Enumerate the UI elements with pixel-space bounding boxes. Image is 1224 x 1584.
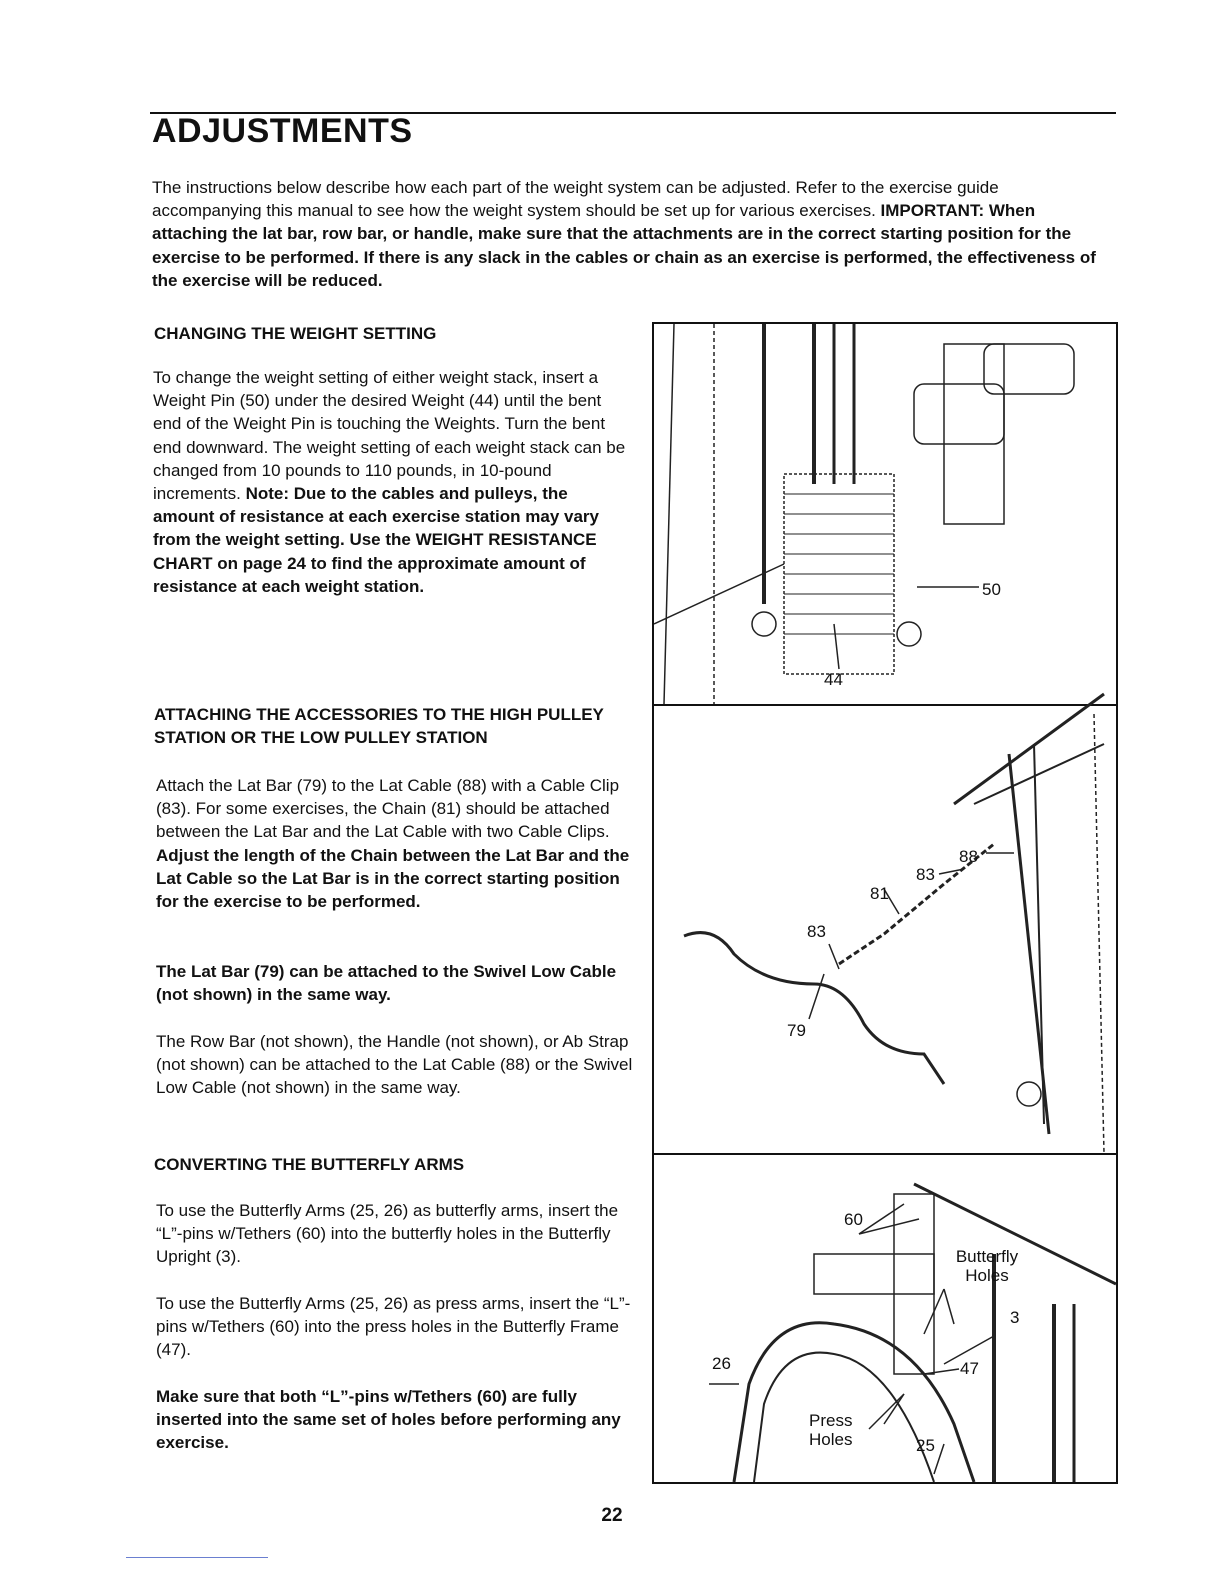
section-heading-accessories: ATTACHING THE ACCESSORIES TO THE HIGH PULLEY STATION OR THE LOW PULLEY STATION <box>154 705 604 747</box>
callout-3: 3 <box>1010 1308 1020 1327</box>
callout-81: 81 <box>870 884 889 903</box>
accessories-note: Adjust the length of the Chain between the Lat Bar and the Lat Cable so the Lat Bar is in the correct starting position for the exercise to be performed. <box>156 845 630 912</box>
callout-83-upper: 83 <box>916 865 935 884</box>
page-title: ADJUSTMENTS <box>152 112 413 150</box>
footer-line <box>126 1557 268 1558</box>
callout-50: 50 <box>982 580 1001 599</box>
illustration-frame <box>652 322 1118 1484</box>
callout-79: 79 <box>787 1021 806 1040</box>
callout-press-holes: Press Holes <box>809 1411 853 1449</box>
lat-bar-note: The Lat Bar (79) can be attached to the Swivel Low Cable (not shown) in the same way. <box>156 962 617 1005</box>
weight-text: To change the weight setting of either weight stack, insert a Weight Pin (50) under the desired Weight (44) until the bent end of the Weight Pin is touching the Weights. Turn the bent end downward. The weight setting of each weight stack can be changed from 10 pounds to 110 pounds, in 10-pound increments. <box>153 368 626 504</box>
section-heading-weight: CHANGING THE WEIGHT SETTING <box>154 324 437 343</box>
callout-25: 25 <box>916 1436 935 1455</box>
callout-butterfly-holes: Butterfly Holes <box>955 1247 1019 1285</box>
page-number: 22 <box>601 1505 623 1526</box>
pins-note: Make sure that both “L”-pins w/Tethers (60) are fully inserted into the same set of holes before performing any exercise. <box>156 1387 621 1453</box>
callout-60: 60 <box>844 1210 863 1229</box>
callout-44: 44 <box>824 670 843 689</box>
intro-paragraph <box>152 176 1097 292</box>
callout-26: 26 <box>712 1354 731 1373</box>
callout-88: 88 <box>959 847 978 866</box>
weight-note: Note: Due to the cables and pulleys, the amount of resistance at each exercise station may vary from the weight setting. Use the WEIGHT RESISTANCE CHART on page 24 to find the approximate amount of resistance at each weight station. <box>153 484 599 596</box>
press-paragraph: To use the Butterfly Arms (25, 26) as press arms, insert the “L”-pins w/Tethers (60) into the press holes in the Butterfly Frame (47). <box>156 1294 631 1360</box>
accessories-text: Attach the Lat Bar (79) to the Lat Cable (88) with a Cable Clip (83). For some exercises, the Chain (81) should be attached between the Lat Bar and the Lat Cable with two Cable Clips. <box>156 776 620 842</box>
callout-83-lower: 83 <box>807 922 826 941</box>
callout-47: 47 <box>960 1359 979 1378</box>
intro-important: IMPORTANT: When attaching the lat bar, row bar, or handle, make sure that the attachments are in the correct starting position for the exercise to be performed. If there is any slack in the cables or chain as an exercise is performed, the effectiveness of the exercise will be reduced. <box>152 201 1096 290</box>
accessories-paragraph <box>156 774 634 913</box>
intro-text: The instructions below describe how each part of the weight system can be adjusted. Refer to the exercise guide accompanying this manual to see how the weight system should be set up for various exercises. <box>152 178 999 221</box>
machine-illustration <box>654 324 1116 1482</box>
weight-paragraph <box>153 366 631 598</box>
row-bar-paragraph: The Row Bar (not shown), the Handle (not shown), or Ab Strap (not shown) can be attached to the Lat Cable (88) or the Swivel Low Cable (not shown) in the same way. <box>156 1032 633 1098</box>
butterfly-paragraph: To use the Butterfly Arms (25, 26) as butterfly arms, insert the “L”-pins w/Tethers (60) into the butterfly holes in the Butterfly Upright (3). <box>156 1201 619 1267</box>
section-heading-butterfly: CONVERTING THE BUTTERFLY ARMS <box>154 1155 465 1174</box>
